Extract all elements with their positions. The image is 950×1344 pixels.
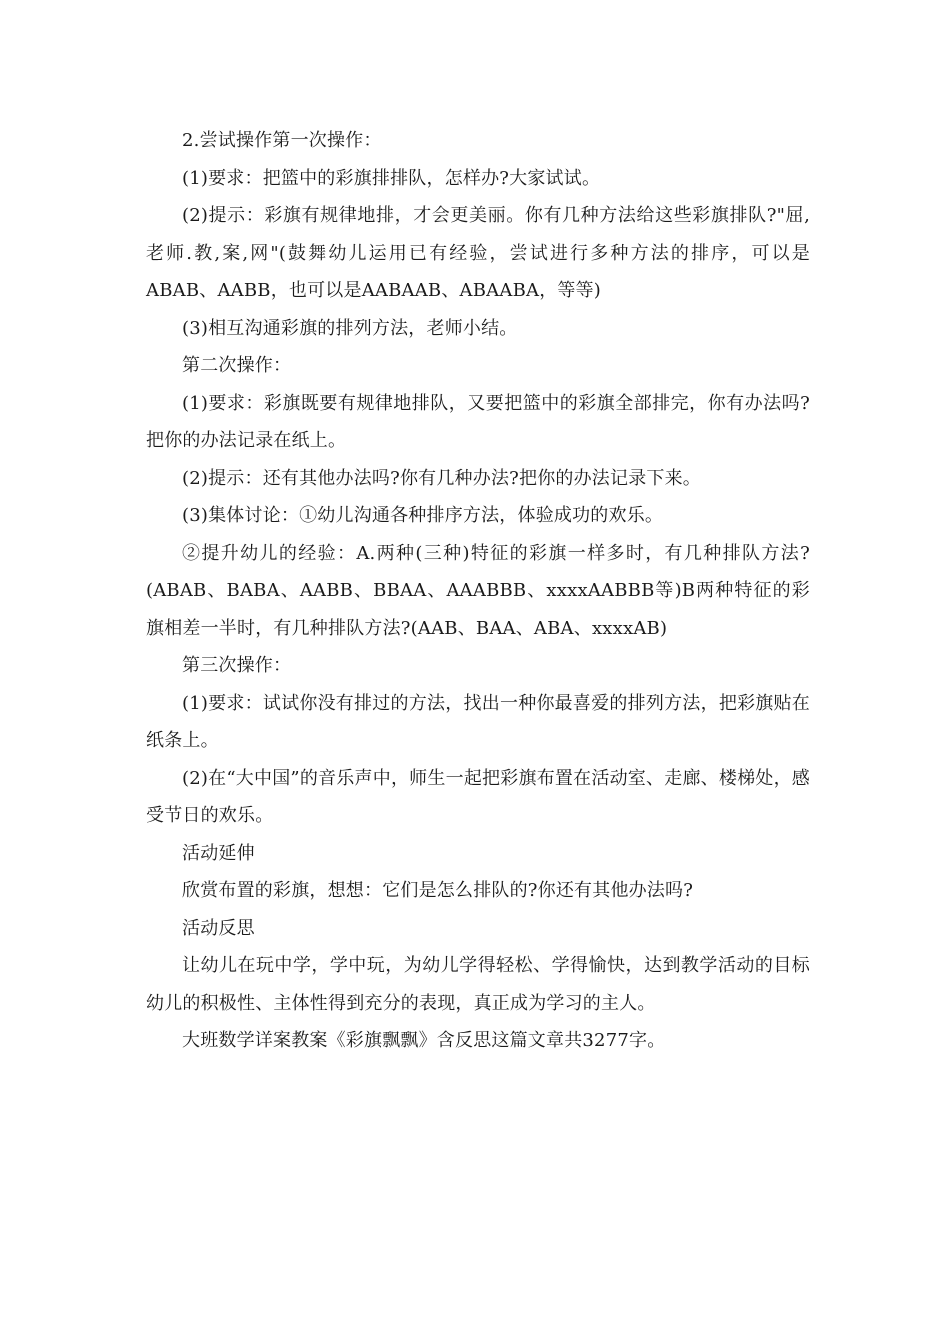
heading-activity-extension: 活动延伸 bbox=[182, 842, 255, 864]
paragraph-third-operation: 第三次操作： bbox=[182, 655, 292, 676]
paragraph-second-operation: 第二次操作： bbox=[182, 355, 292, 376]
heading-activity-reflection: 活动反思 bbox=[182, 917, 255, 939]
document-body bbox=[146, 122, 810, 1060]
paragraph-discussion: (3)集体讨论：①幼儿沟通各种排序方法，体验成功的欢乐。 bbox=[182, 505, 664, 526]
paragraph-requirement-3: (1)要求：试试你没有排过的方法，找出一种你最喜爱的排列方法，把彩旗贴在纸条上。 bbox=[146, 692, 810, 751]
paragraph-music-decoration: (2)在“大中国”的音乐声中，师生一起把彩旗布置在活动室、走廊、楼梯处，感受节日的欢乐。 bbox=[146, 767, 810, 826]
paragraph-requirement-1: (1)要求：把篮中的彩旗排排队，怎样办?大家试试。 bbox=[182, 167, 601, 189]
paragraph-step2-heading: 2.尝试操作第一次操作： bbox=[182, 130, 382, 151]
paragraph-experience: ②提升幼儿的经验：A.两种(三种)特征的彩旗一样多时，有几种排队方法?(ABAB、BABA、AABB、BBAA、AAABBB、xxxxAABBB等)B两种特征的彩旗相差一半时，有几种排队方法?(AAB、BAA、ABA、xxxxAB) bbox=[146, 542, 810, 639]
paragraph-hint-1: (2)提示：彩旗有规律地排，才会更美丽。你有几种方法给这些彩旗排队?"屈,老师.教,案,网"(鼓舞幼儿运用已有经验，尝试进行多种方法的排序，可以是ABAB、AABB，也可以是AABAAB、ABAABA，等等) bbox=[146, 205, 810, 301]
paragraph-exchange-1: (3)相互沟通彩旗的排列方法，老师小结。 bbox=[182, 317, 518, 339]
paragraph-hint-2: (2)提示：还有其他办法吗?你有几种办法?把你的办法记录下来。 bbox=[182, 467, 701, 489]
paragraph-requirement-2: (1)要求：彩旗既要有规律地排队，又要把篮中的彩旗全部排完，你有办法吗?把你的办法记录在纸上。 bbox=[146, 392, 810, 451]
paragraph-extension: 欣赏布置的彩旗，想想：它们是怎么排队的?你还有其他办法吗? bbox=[182, 880, 694, 901]
paragraph-reflection: 让幼儿在玩中学，学中玩，为幼儿学得轻松、学得愉快，达到教学活动的目标幼儿的积极性、主体性得到充分的表现，真正成为学习的主人。 bbox=[146, 955, 810, 1014]
paragraph-article-footer: 大班数学详案教案《彩旗飘飘》含反思这篇文章共3277字。 bbox=[182, 1030, 666, 1051]
